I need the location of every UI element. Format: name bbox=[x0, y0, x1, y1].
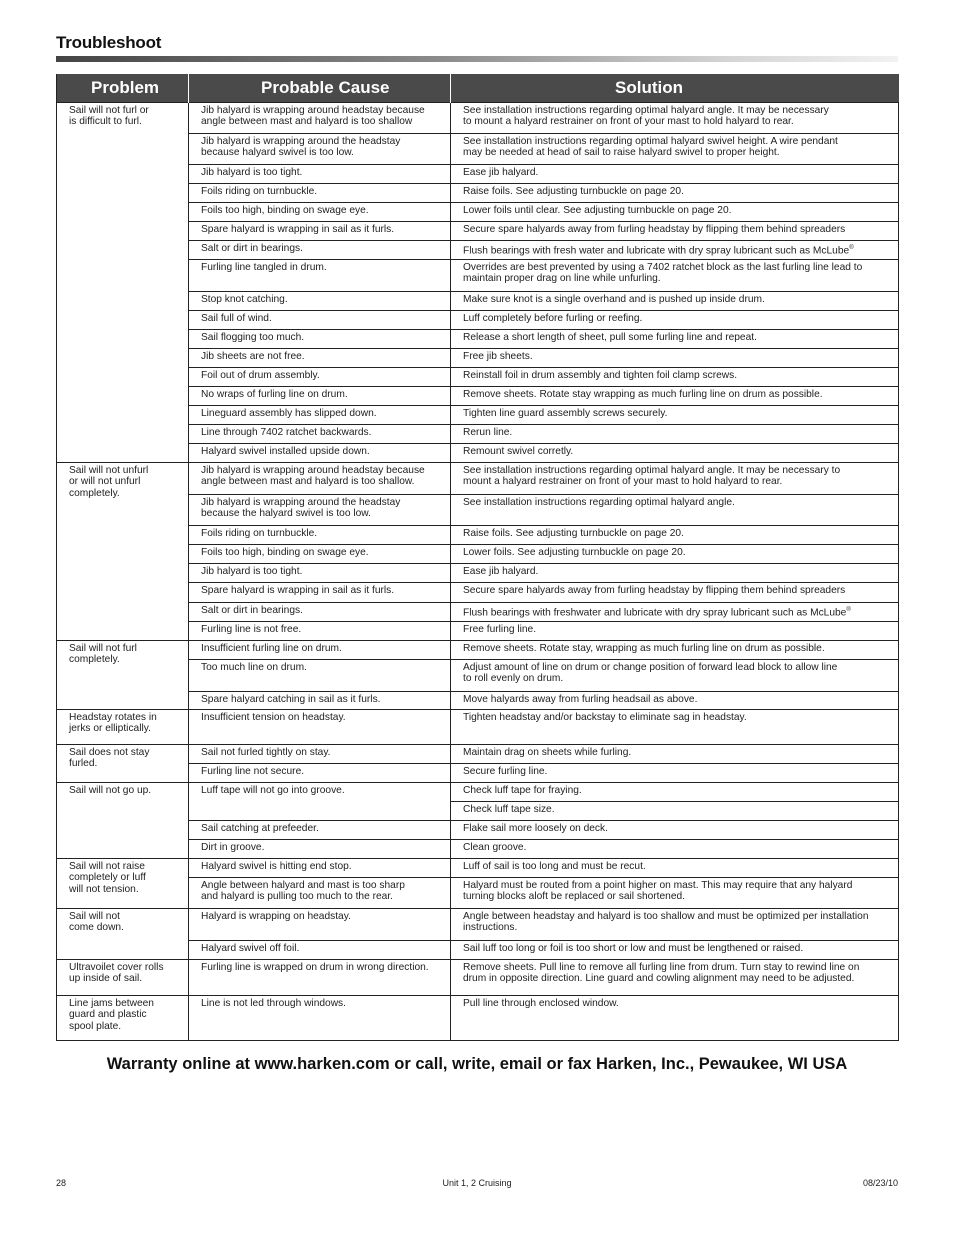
solution-text: Tighten line guard assembly screws securely. bbox=[463, 407, 668, 419]
problem-cell: Sail will not unfurl or will not unfurl completely. bbox=[57, 462, 189, 640]
solution-cell bbox=[451, 959, 899, 995]
problem-cell: Ultravoilet cover rolls up inside of sail. bbox=[57, 959, 189, 995]
solution-cell bbox=[451, 259, 899, 291]
solution-cell bbox=[451, 164, 899, 183]
cause-cell: Jib halyard is wrapping around the headstay because halyard swivel is too low. bbox=[189, 133, 451, 164]
solution-cell bbox=[451, 291, 899, 310]
solution-text: See installation instructions regarding optimal halyard swivel height. A wire pendant may be needed at head of sail to raise halyard swivel to proper height. bbox=[463, 135, 838, 159]
solution-text: Make sure knot is a single overhand and is pushed up inside drum. bbox=[463, 293, 765, 305]
solution-cell bbox=[451, 763, 899, 782]
registered-mark: ® bbox=[849, 244, 854, 251]
warranty-line: Warranty online at www.harken.com or call, write, email or fax Harken, Inc., Pewaukee, WI USA bbox=[106, 1055, 848, 1073]
cause-cell: Sail not furled tightly on stay. bbox=[189, 744, 451, 763]
cause-cell: Dirt in groove. bbox=[189, 839, 451, 858]
solution-text: See installation instructions regarding optimal halyard angle. It may be necessary to mount a halyard restrainer on front of your mast to hold halyard to rear. bbox=[463, 464, 841, 488]
cause-cell: Halyard swivel installed upside down. bbox=[189, 443, 451, 462]
problem-cell: Sail does not stay furled. bbox=[57, 744, 189, 782]
solution-text: Flush bearings with fresh water and lubricate with dry spray lubricant such as McLube bbox=[463, 244, 850, 256]
problem-cell: Sail will not furl completely. bbox=[57, 640, 189, 709]
solution-cell bbox=[451, 659, 899, 691]
cause-cell: Jib sheets are not free. bbox=[189, 348, 451, 367]
registered-mark: ® bbox=[846, 606, 851, 613]
cause-cell: Foil out of drum assembly. bbox=[189, 367, 451, 386]
table-header-row bbox=[57, 74, 899, 102]
solution-text: Sail luff too long or foil is too short or low and must be lengthened or raised. bbox=[463, 942, 804, 954]
solution-cell bbox=[451, 240, 899, 259]
cause-cell: Foils riding on turnbuckle. bbox=[189, 183, 451, 202]
solution-cell bbox=[451, 462, 899, 494]
cause-cell: Furling line tangled in drum. bbox=[189, 259, 451, 291]
solution-text: See installation instructions regarding optimal halyard angle. It may be necessary to mount a halyard restrainer on front of your mast to hold halyard to rear. bbox=[463, 104, 829, 128]
solution-cell bbox=[451, 310, 899, 329]
solution-text: Raise foils. See adjusting turnbuckle on page 20. bbox=[463, 185, 684, 197]
header-problem: Problem bbox=[57, 74, 189, 102]
cause-cell: Insufficient furling line on drum. bbox=[189, 640, 451, 659]
cause-cell: Spare halyard is wrapping in sail as it furls. bbox=[189, 582, 451, 602]
table-row bbox=[57, 462, 899, 494]
solution-cell bbox=[451, 563, 899, 582]
cause-cell: Sail flogging too much. bbox=[189, 329, 451, 348]
solution-cell bbox=[451, 858, 899, 877]
solution-text: Remove sheets. Pull line to remove all furling line from drum. Turn stay to rewind line on drum in opposite direction. Line guard and cowling alignment may need to be adjusted. bbox=[463, 961, 860, 985]
solution-text: Luff completely before furling or reefing. bbox=[463, 312, 643, 324]
solution-text: See installation instructions regarding optimal halyard angle. bbox=[463, 496, 735, 508]
solution-text: Luff of sail is too long and must be recut. bbox=[463, 860, 646, 872]
solution-cell bbox=[451, 102, 899, 133]
solution-text: Check luff tape for fraying. bbox=[463, 784, 582, 796]
cause-cell: Sail catching at prefeeder. bbox=[189, 820, 451, 839]
solution-cell bbox=[451, 744, 899, 763]
solution-cell bbox=[451, 221, 899, 240]
table-row bbox=[57, 858, 899, 877]
cause-cell: Foils too high, binding on swage eye. bbox=[189, 544, 451, 563]
solution-text: Rerun line. bbox=[463, 426, 513, 438]
problem-cell: Sail will not come down. bbox=[57, 908, 189, 959]
solution-text: Lower foils until clear. See adjusting turnbuckle on page 20. bbox=[463, 204, 732, 216]
solution-text: Remove sheets. Rotate stay wrapping as much furling line on drum as possible. bbox=[463, 388, 823, 400]
table-row bbox=[57, 744, 899, 763]
solution-cell bbox=[451, 995, 899, 1040]
cause-cell: Jib halyard is too tight. bbox=[189, 563, 451, 582]
solution-cell bbox=[451, 782, 899, 801]
table-row bbox=[57, 908, 899, 940]
solution-cell bbox=[451, 133, 899, 164]
solution-cell bbox=[451, 602, 899, 621]
solution-text: Free jib sheets. bbox=[463, 350, 533, 362]
cause-cell: Furling line not secure. bbox=[189, 763, 451, 782]
cause-cell: Insufficient tension on headstay. bbox=[189, 709, 451, 744]
solution-cell bbox=[451, 183, 899, 202]
cause-cell: Jib halyard is wrapping around the headstay because the halyard swivel is too low. bbox=[189, 494, 451, 525]
solution-text: Lower foils. See adjusting turnbuckle on page 20. bbox=[463, 546, 686, 558]
table-row bbox=[57, 102, 899, 133]
cause-cell: Salt or dirt in bearings. bbox=[189, 240, 451, 259]
solution-text: Ease jib halyard. bbox=[463, 565, 539, 577]
solution-text: Secure spare halyards away from furling headstay by flipping them behind spreaders bbox=[463, 223, 846, 235]
solution-cell bbox=[451, 525, 899, 544]
table-body bbox=[57, 102, 899, 1040]
solution-cell bbox=[451, 494, 899, 525]
solution-cell bbox=[451, 640, 899, 659]
solution-cell bbox=[451, 329, 899, 348]
cause-cell: Jib halyard is wrapping around headstay because angle between mast and halyard is too shallow bbox=[189, 102, 451, 133]
cause-cell: Spare halyard catching in sail as it furls. bbox=[189, 691, 451, 709]
solution-cell bbox=[451, 582, 899, 602]
solution-text: Reinstall foil in drum assembly and tighten foil clamp screws. bbox=[463, 369, 738, 381]
cause-cell: Foils too high, binding on swage eye. bbox=[189, 202, 451, 221]
cause-cell: Halyard swivel is hitting end stop. bbox=[189, 858, 451, 877]
solution-text: Tighten headstay and/or backstay to eliminate sag in headstay. bbox=[463, 711, 747, 723]
table-row bbox=[57, 995, 899, 1040]
solution-text: Remove sheets. Rotate stay, wrapping as much furling line on drum as possible. bbox=[463, 642, 825, 654]
cause-cell: Foils riding on turnbuckle. bbox=[189, 525, 451, 544]
cause-cell: Furling line is not free. bbox=[189, 621, 451, 640]
troubleshoot-table bbox=[56, 74, 899, 1041]
solution-cell bbox=[451, 348, 899, 367]
solution-cell bbox=[451, 367, 899, 386]
solution-cell bbox=[451, 839, 899, 858]
cause-cell: Furling line is wrapped on drum in wrong direction. bbox=[189, 959, 451, 995]
solution-cell bbox=[451, 621, 899, 640]
table-row bbox=[57, 782, 899, 801]
problem-cell: Sail will not raise completely or luff will not tension. bbox=[57, 858, 189, 908]
solution-cell: Check luff tape size. bbox=[451, 801, 899, 820]
cause-cell: Jib halyard is too tight. bbox=[189, 164, 451, 183]
solution-cell bbox=[451, 940, 899, 959]
cause-cell: Luff tape will not go into groove. bbox=[189, 782, 451, 820]
footer-date: 08/23/10 bbox=[862, 1178, 898, 1188]
solution-text: Secure spare halyards away from furling headstay by flipping them behind spreaders bbox=[463, 584, 846, 596]
cause-cell: Halyard is wrapping on headstay. bbox=[189, 908, 451, 940]
solution-cell bbox=[451, 709, 899, 744]
cause-cell: Stop knot catching. bbox=[189, 291, 451, 310]
solution-cell bbox=[451, 405, 899, 424]
page-number: 28 bbox=[56, 1178, 67, 1188]
solution-text: Ease jib halyard. bbox=[463, 166, 539, 178]
solution-text: Pull line through enclosed window. bbox=[463, 997, 619, 1009]
problem-cell: Headstay rotates in jerks or elliptically. bbox=[57, 709, 189, 744]
cause-cell: Salt or dirt in bearings. bbox=[189, 602, 451, 621]
table-row bbox=[57, 640, 899, 659]
solution-text: Move halyards away from furling headsail as above. bbox=[463, 693, 698, 705]
table-row bbox=[57, 709, 899, 744]
header-probable-cause: Probable Cause bbox=[189, 74, 451, 102]
solution-text: Maintain drag on sheets while furling. bbox=[463, 746, 632, 758]
solution-text: Free furling line. bbox=[463, 623, 537, 635]
solution-text: Release a short length of sheet, pull some furling line and repeat. bbox=[463, 331, 757, 343]
title-rule bbox=[56, 56, 898, 62]
solution-cell bbox=[451, 908, 899, 940]
cause-cell: No wraps of furling line on drum. bbox=[189, 386, 451, 405]
cause-cell: Angle between halyard and mast is too sharp and halyard is pulling too much to the rear. bbox=[189, 877, 451, 908]
solution-text: Halyard must be routed from a point higher on mast. This may require that any halyard turning blocks aloft be replaced or sail shortened. bbox=[463, 879, 853, 903]
table-row bbox=[57, 959, 899, 995]
solution-text: Overrides are best prevented by using a 7402 ratchet block as the last furling line lead to maintain proper drag on line while unfurling. bbox=[463, 261, 863, 285]
cause-cell: Too much line on drum. bbox=[189, 659, 451, 691]
header-solution: Solution bbox=[451, 74, 899, 102]
footer-title: Unit 1, 2 Cruising bbox=[442, 1178, 512, 1188]
solution-text: Flake sail more loosely on deck. bbox=[463, 822, 608, 834]
solution-cell bbox=[451, 820, 899, 839]
solution-text: Remount swivel corretly. bbox=[463, 445, 574, 457]
solution-text: Angle between headstay and halyard is too shallow and must be optimized per installation instructions. bbox=[463, 910, 869, 934]
solution-text: Secure furling line. bbox=[463, 765, 548, 777]
solution-cell bbox=[451, 443, 899, 462]
cause-cell: Spare halyard is wrapping in sail as it furls. bbox=[189, 221, 451, 240]
solution-cell bbox=[451, 691, 899, 709]
solution-cell bbox=[451, 202, 899, 221]
cause-cell: Sail full of wind. bbox=[189, 310, 451, 329]
cause-cell: Line is not led through windows. bbox=[189, 995, 451, 1040]
solution-cell bbox=[451, 424, 899, 443]
solution-text: Adjust amount of line on drum or change position of forward lead block to allow line to roll evenly on drum. bbox=[463, 661, 838, 685]
solution-text: Raise foils. See adjusting turnbuckle on page 20. bbox=[463, 527, 684, 539]
problem-cell: Line jams between guard and plastic spool plate. bbox=[57, 995, 189, 1040]
cause-cell: Jib halyard is wrapping around headstay because angle between mast and halyard is too shallow. bbox=[189, 462, 451, 494]
solution-cell bbox=[451, 386, 899, 405]
solution-cell bbox=[451, 877, 899, 908]
solution-cell bbox=[451, 544, 899, 563]
cause-cell: Line through 7402 ratchet backwards. bbox=[189, 424, 451, 443]
cause-cell: Lineguard assembly has slipped down. bbox=[189, 405, 451, 424]
solution-text: Flush bearings with freshwater and lubricate with dry spray lubricant such as McLube bbox=[463, 606, 847, 618]
page-title: Troubleshoot bbox=[56, 33, 162, 52]
problem-cell: Sail will not furl or is difficult to furl. bbox=[57, 102, 189, 462]
solution-text: Clean groove. bbox=[463, 841, 527, 853]
problem-cell: Sail will not go up. bbox=[57, 782, 189, 858]
cause-cell: Halyard swivel off foil. bbox=[189, 940, 451, 959]
